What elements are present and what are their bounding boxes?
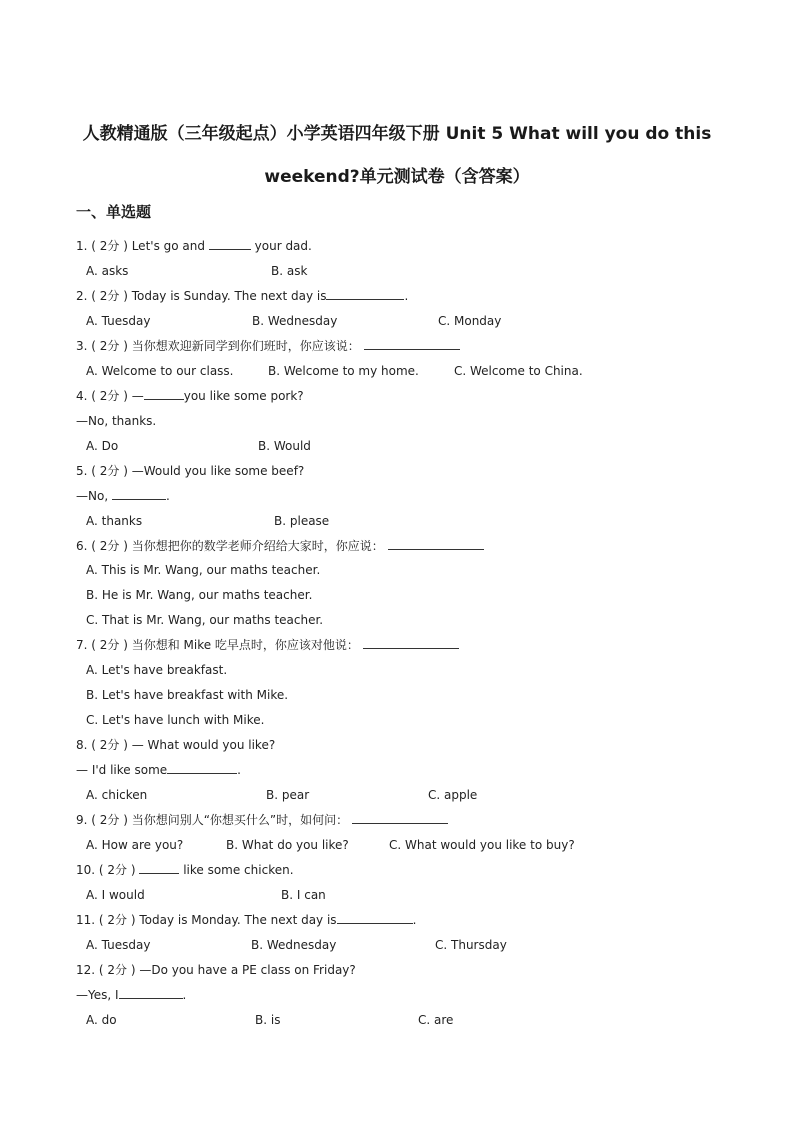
q9-option-a: A. How are you? bbox=[86, 838, 184, 852]
q12-option-c: C. are bbox=[418, 1013, 454, 1027]
section-heading: 一、单选题 bbox=[76, 203, 152, 221]
q6-option-b: B. He is Mr. Wang, our maths teacher. bbox=[86, 588, 313, 602]
q6-option-c: C. That is Mr. Wang, our maths teacher. bbox=[86, 613, 324, 627]
question-4-reply: —No, thanks. bbox=[76, 414, 157, 428]
question-4-stem: 4. ( 2分 ) — you like some pork? bbox=[76, 389, 304, 403]
q9-option-b: B. What do you like? bbox=[226, 838, 349, 852]
q5-option-a: A. thanks bbox=[86, 514, 143, 528]
answer-blank bbox=[144, 388, 184, 400]
answer-blank bbox=[388, 538, 484, 550]
title-line-2: weekend?单元测试卷（含答案） bbox=[264, 167, 530, 187]
q2-option-b: B. Wednesday bbox=[252, 314, 338, 328]
answer-blank bbox=[326, 288, 404, 300]
q1-option-b: B. ask bbox=[271, 264, 308, 278]
q2-option-c: C. Monday bbox=[438, 314, 502, 328]
question-7-stem: 7. ( 2分 ) 当你想和 Mike 吃早点时，你应该对他说： bbox=[76, 637, 459, 653]
q5-option-b: B. please bbox=[274, 514, 330, 528]
q12-option-b: B. is bbox=[255, 1013, 281, 1027]
q11-option-a: A. Tuesday bbox=[86, 938, 151, 952]
answer-blank bbox=[139, 862, 179, 874]
answer-blank bbox=[167, 762, 237, 774]
q4-option-a: A. Do bbox=[86, 439, 119, 453]
answer-blank bbox=[352, 812, 448, 824]
answer-blank bbox=[364, 338, 460, 350]
question-6-stem: 6. ( 2分 ) 当你想把你的数学老师介绍给大家时，你应说： bbox=[76, 538, 484, 554]
question-2-stem: 2. ( 2分 ) Today is Sunday. The next day is . bbox=[76, 289, 409, 303]
q11-option-b: B. Wednesday bbox=[251, 938, 337, 952]
q10-option-a: A. I would bbox=[86, 888, 145, 902]
question-5-reply: —No, . bbox=[76, 489, 170, 503]
q3-option-a: A. Welcome to our class. bbox=[86, 364, 234, 378]
q12-option-a: A. do bbox=[86, 1013, 117, 1027]
answer-blank bbox=[337, 912, 413, 924]
answer-blank bbox=[119, 987, 183, 999]
question-3-stem: 3. ( 2分 ) 当你想欢迎新同学到你们班时，你应该说： bbox=[76, 338, 460, 354]
answer-blank bbox=[209, 238, 251, 250]
q7-option-a: A. Let's have breakfast. bbox=[86, 663, 228, 677]
q7-option-c: C. Let's have lunch with Mike. bbox=[86, 713, 265, 727]
question-12-reply: —Yes, I . bbox=[76, 988, 187, 1002]
q3-option-c: C. Welcome to China. bbox=[454, 364, 583, 378]
question-11-stem: 11. ( 2分 ) Today is Monday. The next day is . bbox=[76, 913, 417, 927]
question-10-stem: 10. ( 2分 ) like some chicken. bbox=[76, 863, 294, 877]
q6-option-a: A. This is Mr. Wang, our maths teacher. bbox=[86, 563, 321, 577]
q4-option-b: B. Would bbox=[258, 439, 311, 453]
q8-option-c: C. apple bbox=[428, 788, 478, 802]
title-line-1: 人教精通版（三年级起点）小学英语四年级下册 Unit 5 What will you do this bbox=[82, 124, 712, 144]
document-title bbox=[60, 113, 734, 199]
question-1-stem: 1. ( 2分 ) Let's go and your dad. bbox=[76, 239, 312, 253]
question-8-stem: 8. ( 2分 ) — What would you like? bbox=[76, 738, 276, 752]
q10-option-b: B. I can bbox=[281, 888, 326, 902]
q8-option-a: A. chicken bbox=[86, 788, 148, 802]
q3-option-b: B. Welcome to my home. bbox=[268, 364, 419, 378]
question-9-stem: 9. ( 2分 ) 当你想问别人“你想买什么”时，如何问： bbox=[76, 812, 448, 828]
q1-option-a: A. asks bbox=[86, 264, 129, 278]
question-12-stem: 12. ( 2分 ) —Do you have a PE class on Friday? bbox=[76, 963, 356, 977]
question-5-stem: 5. ( 2分 ) —Would you like some beef? bbox=[76, 464, 305, 478]
answer-blank bbox=[363, 637, 459, 649]
q9-option-c: C. What would you like to buy? bbox=[389, 838, 575, 852]
question-8-reply: — I'd like some . bbox=[76, 763, 241, 777]
q7-option-b: B. Let's have breakfast with Mike. bbox=[86, 688, 289, 702]
q11-option-c: C. Thursday bbox=[435, 938, 507, 952]
q8-option-b: B. pear bbox=[266, 788, 310, 802]
q2-option-a: A. Tuesday bbox=[86, 314, 151, 328]
answer-blank bbox=[112, 488, 166, 500]
